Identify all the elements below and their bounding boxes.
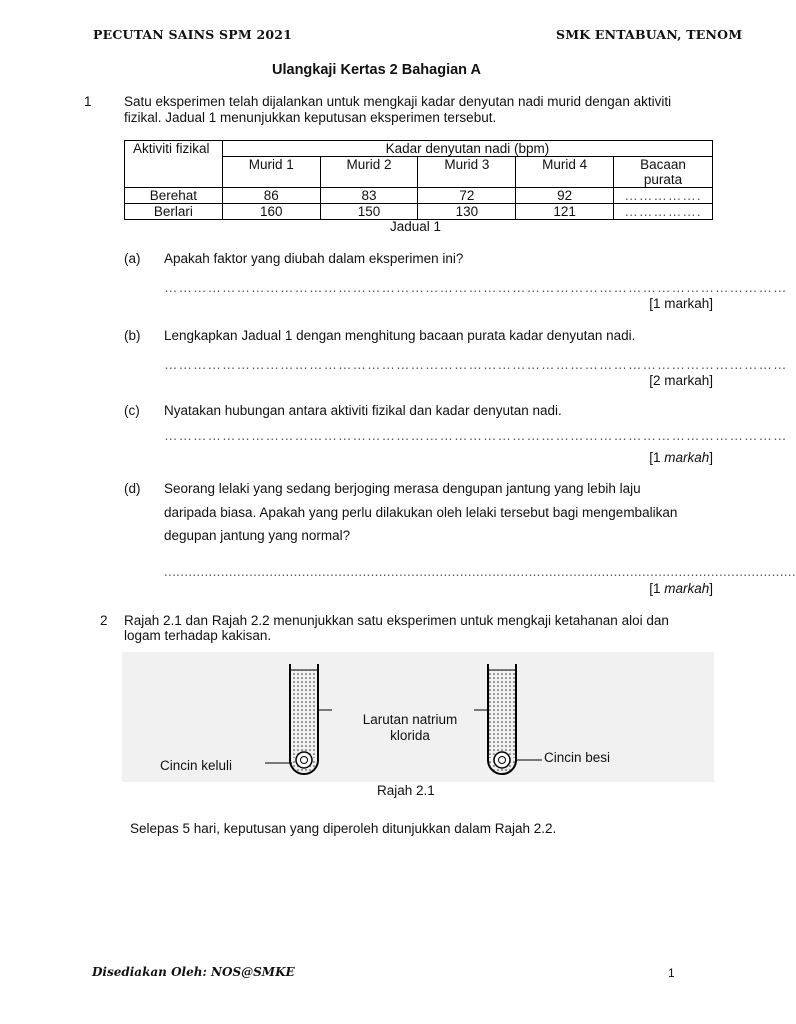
part-a-marks: [1 markah] <box>649 296 713 311</box>
part-d-marks-prefix: [1 <box>649 581 665 596</box>
part-d-marks-word: markah <box>664 581 710 596</box>
label-sodium-chloride-line2: klorida <box>390 728 430 743</box>
iron-ring-icon <box>494 752 510 768</box>
part-a-answer-line[interactable]: ………………………………………………………………………………………………………………… <box>164 280 788 295</box>
table-cell-average-blank[interactable]: ……………. <box>614 204 713 220</box>
table-cell: 130 <box>418 204 516 220</box>
part-c-answer-line[interactable]: ………………………………………………………………………………………………………………… <box>164 428 788 443</box>
part-c-marks <box>560 450 713 465</box>
part-d-text-line1: Seorang lelaki yang sedang berjoging merasa dengupan jantung yang lebih laju <box>164 481 641 496</box>
part-c-label: (c) <box>124 403 140 418</box>
table-cell-average-blank[interactable]: ……………. <box>614 188 713 204</box>
question-1-intro-line1: Satu eksperimen telah dijalankan untuk mengkaji kadar denyutan nadi murid dengan aktiviti <box>124 94 672 109</box>
footer-prepared-by: Disediakan Oleh: NOS@SMKE <box>92 965 295 979</box>
table-caption: Jadual 1 <box>390 219 442 234</box>
part-a-label: (a) <box>124 251 141 266</box>
part-d-marks <box>560 581 713 596</box>
table-header-student-2: Murid 2 <box>320 157 418 188</box>
part-c-marks-prefix: [1 <box>649 450 665 465</box>
label-steel-ring: Cincin keluli <box>160 758 233 773</box>
question-2-followup: Selepas 5 hari, keputusan yang diperoleh ditunjukkan dalam Rajah 2.2. <box>130 821 557 836</box>
part-c-marks-suffix: ] <box>709 450 713 465</box>
part-b-label: (b) <box>124 328 141 343</box>
table-header-activity: Aktiviti fizikal <box>125 141 223 188</box>
table-row <box>125 204 713 220</box>
part-b-marks: [2 markah] <box>649 373 713 388</box>
question-1-intro-line2: fizikal. Jadual 1 menunjukkan keputusan eksperimen tersebut. <box>124 110 497 125</box>
part-d-text-line2: daripada biasa. Apakah yang perlu dilakukan oleh lelaki tersebut bagi mengembalikan <box>164 505 678 520</box>
steel-ring-icon <box>296 752 312 768</box>
header-left: PECUTAN SAINS SPM 2021 <box>93 27 293 42</box>
question-2-intro-line2: logam terhadap kakisan. <box>124 628 272 643</box>
table-header-average-line2: purata <box>643 172 683 187</box>
label-sodium-chloride <box>350 712 470 744</box>
table-cell-activity: Berlari <box>125 204 223 220</box>
diagram-caption: Rajah 2.1 <box>377 783 435 798</box>
table-header-student-3: Murid 3 <box>418 157 516 188</box>
table-cell: 83 <box>320 188 418 204</box>
table-cell: 150 <box>320 204 418 220</box>
question-1-number: 1 <box>84 94 92 109</box>
part-b-text: Lengkapkan Jadual 1 dengan menghitung bacaan purata kadar denyutan nadi. <box>164 328 636 343</box>
part-d-marks-suffix: ] <box>709 581 713 596</box>
page-number: 1 <box>668 966 675 980</box>
part-a-text: Apakah faktor yang diubah dalam eksperimen ini? <box>164 251 464 266</box>
table-cell: 160 <box>222 204 320 220</box>
table-header-student-1: Murid 1 <box>222 157 320 188</box>
table-cell: 72 <box>418 188 516 204</box>
table-header-average-line1: Bacaan <box>640 157 686 172</box>
question-2-intro-line1: Rajah 2.1 dan Rajah 2.2 menunjukkan satu eksperimen untuk mengkaji ketahanan aloi dan <box>124 613 669 628</box>
table-header-group: Kadar denyutan nadi (bpm) <box>222 141 712 157</box>
header-right: SMK ENTABUAN, TENOM <box>556 27 743 42</box>
page-title: Ulangkaji Kertas 2 Bahagian A <box>272 62 481 78</box>
part-d-answer-line[interactable]: ............................................................................................................................................................ <box>164 564 796 579</box>
table-cell: 86 <box>222 188 320 204</box>
table-row <box>125 188 713 204</box>
table-1 <box>124 140 713 220</box>
table-cell: 92 <box>516 188 614 204</box>
table-header-student-4: Murid 4 <box>516 157 614 188</box>
right-test-tube <box>474 664 542 774</box>
part-c-text: Nyatakan hubungan antara aktiviti fizikal dan kadar denyutan nadi. <box>164 403 562 418</box>
left-test-tube <box>265 664 332 774</box>
part-c-marks-word: markah <box>664 450 710 465</box>
table-header-average <box>614 157 713 188</box>
part-d-label: (d) <box>124 481 141 496</box>
part-d-text-line3: degupan jantung yang normal? <box>164 528 351 543</box>
question-2-number: 2 <box>100 613 108 628</box>
table-cell: 121 <box>516 204 614 220</box>
table-cell-activity: Berehat <box>125 188 223 204</box>
part-b-answer-line[interactable]: ………………………………………………………………………………………………………………… <box>164 357 788 372</box>
label-iron-ring: Cincin besi <box>544 750 611 765</box>
label-sodium-chloride-line1: Larutan natrium <box>362 712 458 727</box>
